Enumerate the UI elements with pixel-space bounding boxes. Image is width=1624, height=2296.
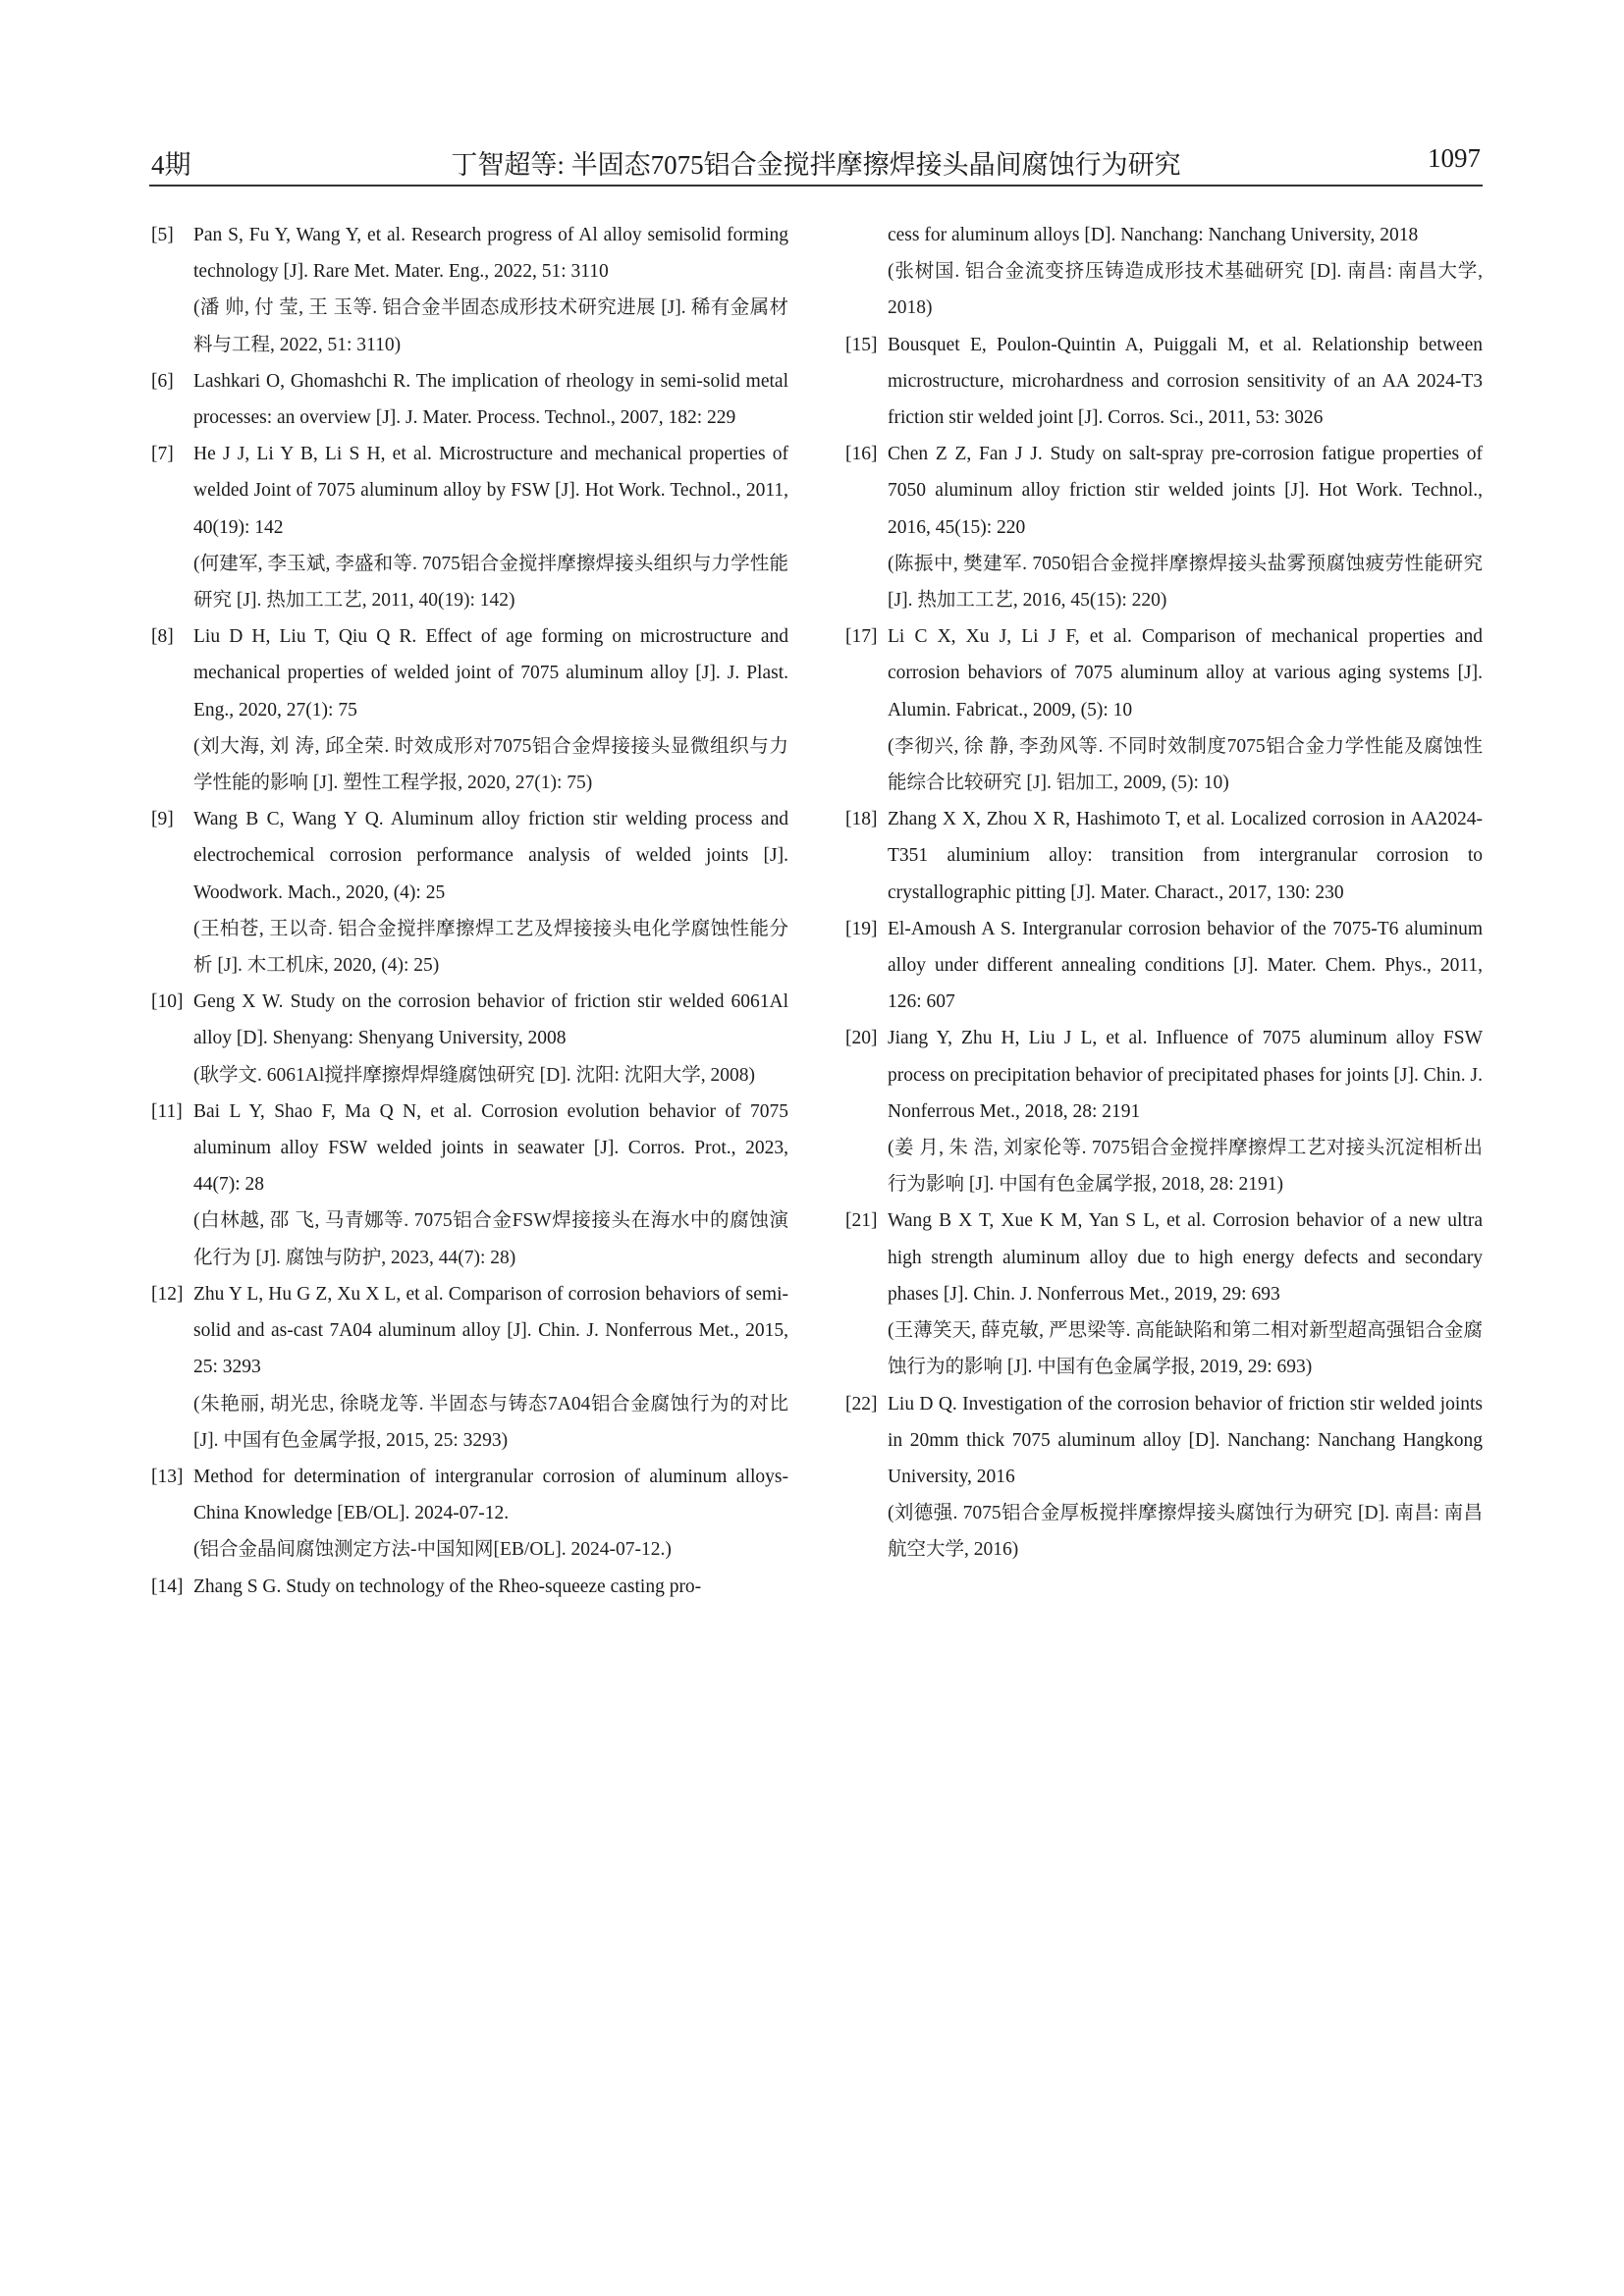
reference-list-left xyxy=(149,217,788,1605)
reference-number: [13] xyxy=(151,1466,184,1487)
reference-number: [15] xyxy=(845,334,878,355)
reference-text-zh: (姜 月, 朱 浩, 刘家伦等. 7075铝合金搅拌摩擦焊工艺对接头沉淀相析出行为影响 [J]. 中国有色金属学报, 2018, 28: 2191) xyxy=(888,1138,1483,1196)
reference-text-en: Zhang S G. Study on technology of the Rheo-squeeze casting pro- xyxy=(193,1575,702,1597)
reference-number: [9] xyxy=(151,809,174,830)
reference-item-14-continued xyxy=(843,217,1483,327)
reference-number: [7] xyxy=(151,444,174,465)
reference-text-en: Liu D H, Liu T, Qiu Q R. Effect of age forming on microstructure and mechanical properties of welded joint of 7075 aluminum alloy [J]. J. Plast. Eng., 2020, 27(1): 75 xyxy=(193,626,788,721)
reference-item-16 xyxy=(843,436,1483,618)
reference-list-right xyxy=(843,217,1483,1569)
reference-text-en: Bousquet E, Poulon-Quintin A, Puiggali M, et al. Relationship between microstructure, microhardness and corrosion sensitivity of an AA 2024-T3 friction stir welded joint [J]. Corros. Sci., 2011, 53: 3026 xyxy=(888,334,1483,429)
reference-item-18 xyxy=(843,801,1483,911)
reference-text-en: El-Amoush A S. Intergranular corrosion behavior of the 7075-T6 aluminum alloy under different annealing conditions [J]. Mater. Chem. Phys., 2011, 126: 607 xyxy=(888,918,1483,1013)
page-number: 1097 xyxy=(1428,143,1481,173)
reference-text-en: He J J, Li Y B, Li S H, et al. Microstructure and mechanical properties of welded Joint of 7075 aluminum alloy by FSW [J]. Hot Work. Technol., 2011, 40(19): 142 xyxy=(193,444,788,538)
reference-number: [16] xyxy=(845,444,878,465)
reference-text-en: Liu D Q. Investigation of the corrosion behavior of friction stir welded joints in 20mm thick 7075 aluminum alloy [D]. Nanchang: Nanchang Hangkong University, 2016 xyxy=(888,1393,1483,1487)
reference-item-15 xyxy=(843,327,1483,437)
reference-number: [11] xyxy=(151,1100,183,1122)
reference-text-zh: (王柏苍, 王以奇. 铝合金搅拌摩擦焊工艺及焊接接头电化学腐蚀性能分析 [J]. 木工机床, 2020, (4): 25) xyxy=(193,918,788,977)
reference-item-22 xyxy=(843,1386,1483,1569)
reference-text-en: Wang B X T, Xue K M, Yan S L, et al. Corrosion behavior of a new ultra high strength aluminum alloy due to high energy defects and secondary phases [J]. Chin. J. Nonferrous Met., 2019, 29: 693 xyxy=(888,1210,1483,1305)
reference-text-zh: (何建军, 李玉斌, 李盛和等. 7075铝合金搅拌摩擦焊接头组织与力学性能研究 [J]. 热加工工艺, 2011, 40(19): 142) xyxy=(193,553,788,612)
reference-item-5 xyxy=(149,217,788,363)
reference-number: [18] xyxy=(845,809,878,830)
reference-number: [5] xyxy=(151,225,174,245)
reference-item-12 xyxy=(149,1276,788,1459)
reference-item-21 xyxy=(843,1202,1483,1385)
reference-number: [22] xyxy=(845,1393,878,1415)
reference-text-zh: (铝合金晶间腐蚀测定方法-中国知网[EB/OL]. 2024-07-12.) xyxy=(193,1539,672,1561)
reference-item-9 xyxy=(149,801,788,984)
reference-text-en: Zhu Y L, Hu G Z, Xu X L, et al. Comparison of corrosion behaviors of semi-solid and as-cast 7A04 aluminum alloy [J]. Chin. J. Nonferrous Met., 2015, 25: 3293 xyxy=(193,1283,788,1378)
reference-number: [17] xyxy=(845,626,878,648)
reference-text-en: Pan S, Fu Y, Wang Y, et al. Research progress of Al alloy semisolid forming technology [J]. Rare Met. Mater. Eng., 2022, 51: 3110 xyxy=(193,225,788,283)
reference-item-11 xyxy=(149,1094,788,1276)
reference-text-en: Wang B C, Wang Y Q. Aluminum alloy friction stir welding process and electrochemical corrosion performance analysis of welded joints [J]. Woodwork. Mach., 2020, (4): 25 xyxy=(193,809,788,903)
reference-text-zh: (刘德强. 7075铝合金厚板搅拌摩擦焊接头腐蚀行为研究 [D]. 南昌: 南昌航空大学, 2016) xyxy=(888,1503,1483,1561)
reference-text-en: Bai L Y, Shao F, Ma Q N, et al. Corrosion evolution behavior of 7075 aluminum alloy FSW welded joints in seawater [J]. Corros. Prot., 2023, 44(7): 28 xyxy=(193,1100,788,1196)
running-title: 丁智超等: 半固态7075铝合金搅拌摩擦焊接头晶间腐蚀行为研究 xyxy=(451,150,1181,180)
reference-text-zh: (耿学文. 6061Al搅拌摩擦焊焊缝腐蚀研究 [D]. 沈阳: 沈阳大学, 2008) xyxy=(193,1064,755,1086)
reference-item-17 xyxy=(843,618,1483,801)
reference-text-zh: (李彻兴, 徐 静, 李劲风等. 不同时效制度7075铝合金力学性能及腐蚀性能综合比较研究 [J]. 铝加工, 2009, (5): 10) xyxy=(888,735,1483,794)
reference-text-en: Lashkari O, Ghomashchi R. The implication of rheology in semi-solid metal processes: an overview [J]. J. Mater. Process. Technol., 2007, 182: 229 xyxy=(193,370,788,429)
reference-number: [20] xyxy=(845,1028,878,1049)
reference-number: [10] xyxy=(151,991,184,1013)
reference-item-10 xyxy=(149,984,788,1094)
issue-label: 4期 xyxy=(151,150,191,180)
reference-item-6 xyxy=(149,363,788,436)
reference-number: [14] xyxy=(151,1575,184,1597)
running-header xyxy=(149,135,1483,183)
reference-item-7 xyxy=(149,436,788,618)
reference-text-zh: (潘 帅, 付 莹, 王 玉等. 铝合金半固态成形技术研究进展 [J]. 稀有金属材料与工程, 2022, 51: 3110) xyxy=(193,297,788,355)
reference-text-zh: (白林越, 邵 飞, 马青娜等. 7075铝合金FSW焊接接头在海水中的腐蚀演化行为 [J]. 腐蚀与防护, 2023, 44(7): 28) xyxy=(193,1210,788,1268)
reference-text-zh: (朱艳丽, 胡光忠, 徐晓龙等. 半固态与铸态7A04铝合金腐蚀行为的对比 [J]. 中国有色金属学报, 2015, 25: 3293) xyxy=(193,1393,788,1451)
reference-item-13 xyxy=(149,1459,788,1569)
reference-text-en: Geng X W. Study on the corrosion behavior of friction stir welded 6061Al alloy [D]. Shenyang: Shenyang University, 2008 xyxy=(193,991,788,1049)
reference-text-zh: (陈振中, 樊建军. 7050铝合金搅拌摩擦焊接头盐雾预腐蚀疲劳性能研究 [J]. 热加工工艺, 2016, 45(15): 220) xyxy=(888,553,1483,612)
reference-number: [21] xyxy=(845,1210,878,1232)
reference-text-zh: (张树国. 铝合金流变挤压铸造成形技术基础研究 [D]. 南昌: 南昌大学, 2018) xyxy=(888,261,1483,319)
reference-number: [8] xyxy=(151,626,174,648)
reference-item-20 xyxy=(843,1020,1483,1202)
reference-text-en: Li C X, Xu J, Li J F, et al. Comparison of mechanical properties and corrosion behaviors of 7075 aluminum alloy at various aging systems [J]. Alumin. Fabricat., 2009, (5): 10 xyxy=(888,626,1483,721)
reference-text-en: Method for determination of intergranular corrosion of aluminum alloys-China Knowledge [EB/OL]. 2024-07-12. xyxy=(193,1466,788,1524)
reference-number: [12] xyxy=(151,1283,184,1305)
reference-text-en: Zhang X X, Zhou X R, Hashimoto T, et al. Localized corrosion in AA2024-T351 aluminium alloy: transition from intergranular corrosion to crystallographic pitting [J]. Mater. Charact., 2017, 130: 230 xyxy=(888,809,1483,903)
reference-item-14 xyxy=(149,1569,788,1605)
reference-text-zh: (王薄笑天, 薛克敏, 严思梁等. 高能缺陷和第二相对新型超高强铝合金腐蚀行为的影响 [J]. 中国有色金属学报, 2019, 29: 693) xyxy=(888,1320,1483,1378)
reference-text-zh: (刘大海, 刘 涛, 邱全荣. 时效成形对7075铝合金焊接接头显微组织与力学性能的影响 [J]. 塑性工程学报, 2020, 27(1): 75) xyxy=(193,735,788,794)
header-rule xyxy=(149,185,1483,187)
reference-number: [6] xyxy=(151,370,174,392)
reference-text-en: cess for aluminum alloys [D]. Nanchang: Nanchang University, 2018 xyxy=(888,225,1419,245)
reference-text-en: Chen Z Z, Fan J J. Study on salt-spray pre-corrosion fatigue properties of 7050 aluminum alloy friction stir welded joints [J]. Hot Work. Technol., 2016, 45(15): 220 xyxy=(888,444,1483,538)
reference-item-8 xyxy=(149,618,788,801)
reference-number: [19] xyxy=(845,918,878,939)
reference-item-19 xyxy=(843,911,1483,1021)
reference-text-en: Jiang Y, Zhu H, Liu J L, et al. Influence of 7075 aluminum alloy FSW process on precipitation behavior of precipitated phases for joints [J]. Chin. J. Nonferrous Met., 2018, 28: 2191 xyxy=(888,1028,1483,1122)
